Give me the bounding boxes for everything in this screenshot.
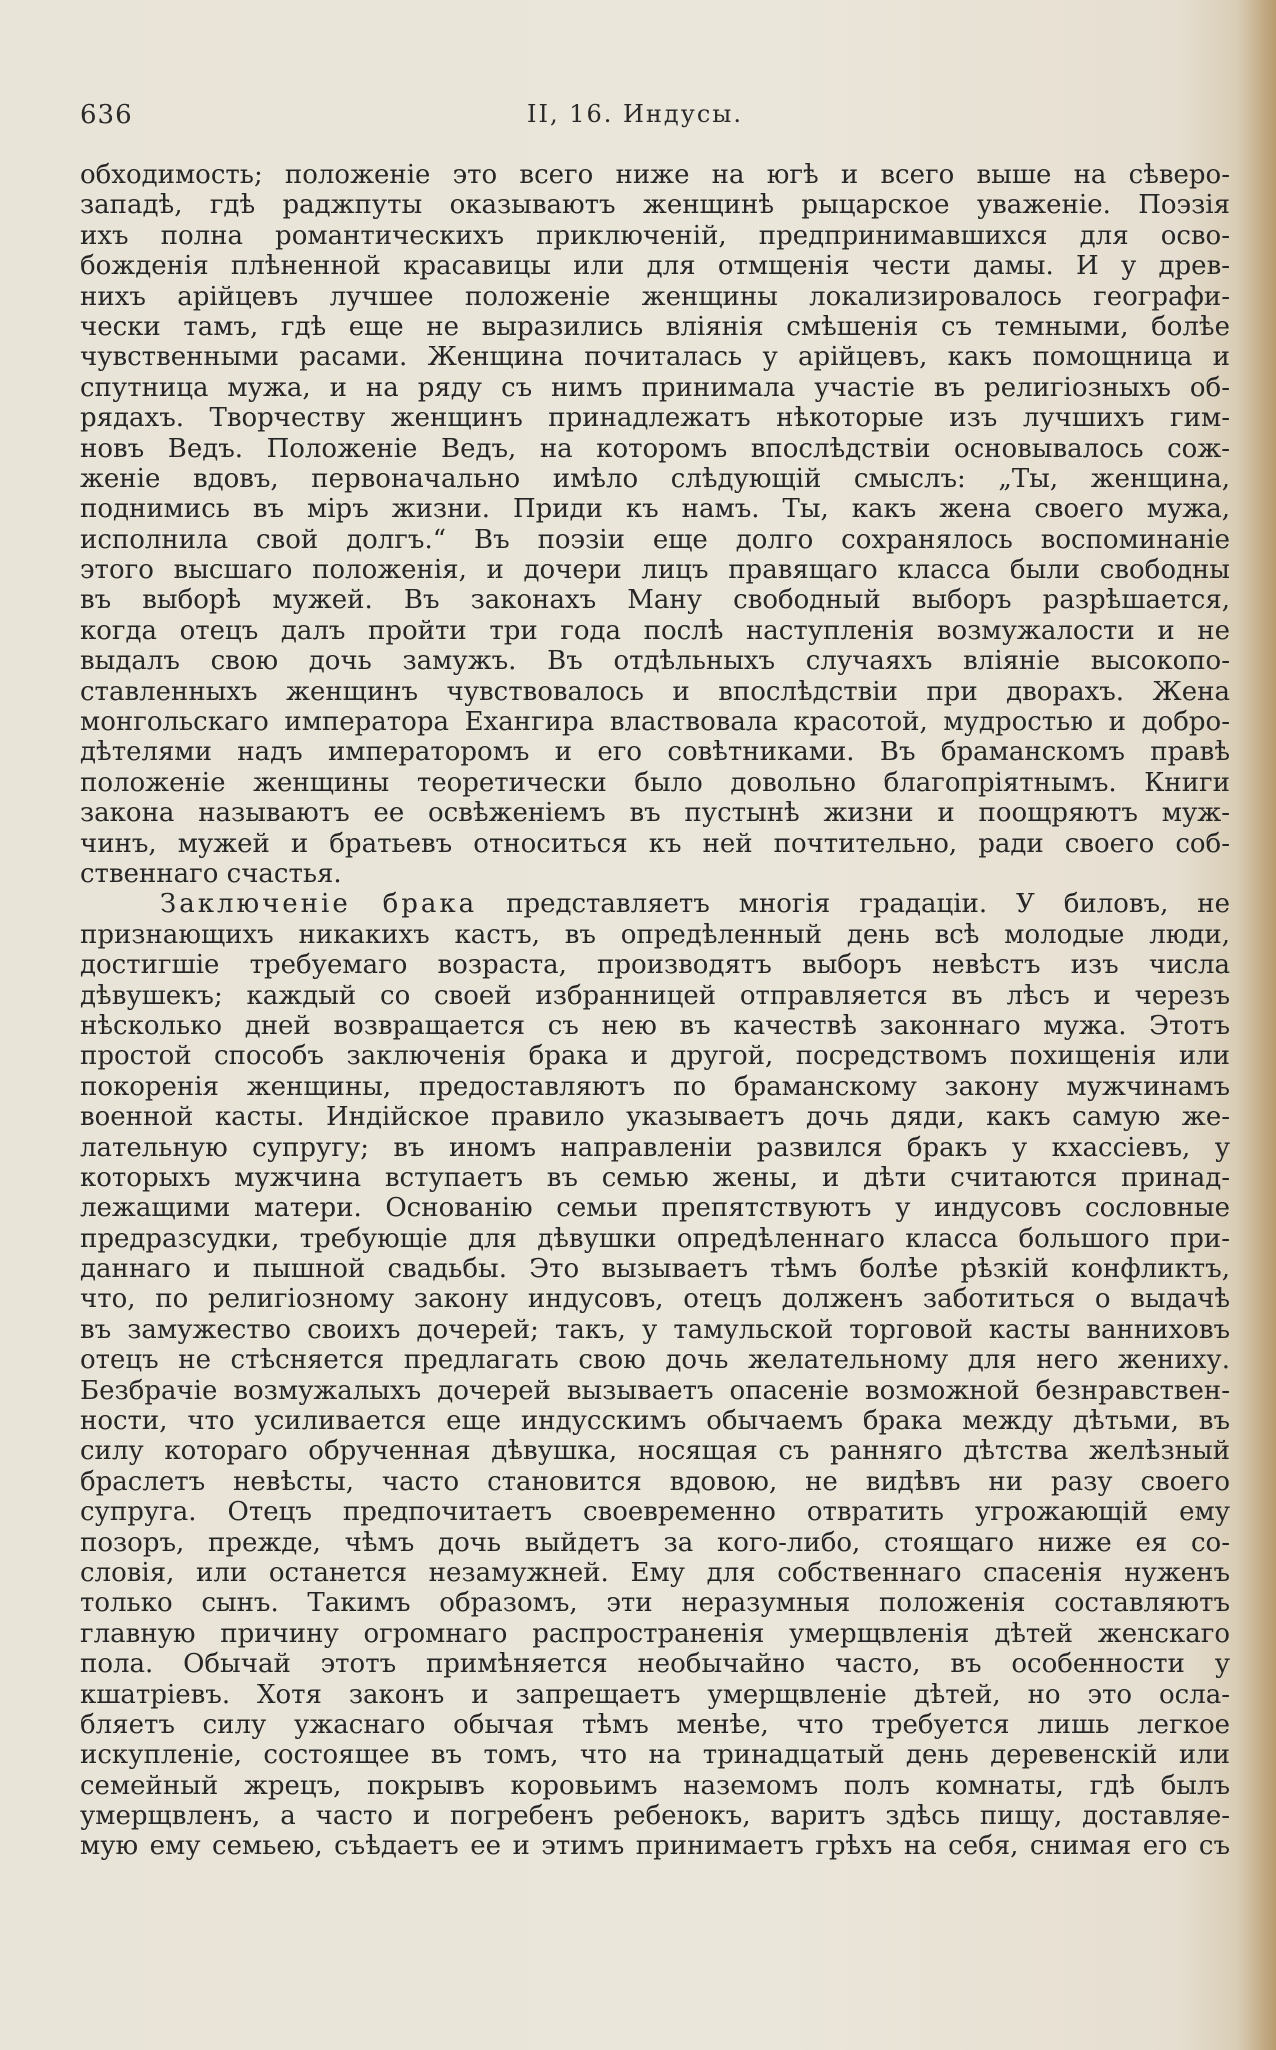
text-line: этого высшаго положенiя, и дочери лицъ правящаго класса были свободны [80,555,1230,586]
text-line: выдалъ свою дочь замужъ. Въ отдѣльныхъ случаяхъ влiянiе высокопо- [80,646,1230,677]
text-line: положенiе женщины теоретически было довольно благопрiятнымъ. Книги [80,767,1230,798]
spaced-lead-phrase: Заключенiе брака [160,889,478,920]
text-line: въ замужество своихъ дочерей; такъ, у тамульской торговой касты ванниховъ [80,1314,1230,1345]
text-line: браслетъ невѣсты, часто становится вдовою, не видѣвъ ни разу своего [80,1466,1230,1497]
text-line: покоренiя женщины, предоставляютъ по браманскому закону мужчинамъ [80,1071,1230,1102]
text-line: позоръ, прежде, чѣмъ дочь выйдетъ за кого-либо, стоящаго ниже ея со- [80,1527,1230,1558]
text-line: главную причину огромнаго распространенiя умерщвленiя дѣтей женскаго [80,1618,1230,1649]
text-line: отецъ не стѣсняется предлагать свою дочь желательному для него жениху. [80,1345,1230,1376]
text-line: Безбрачiе возмужалыхъ дочерей вызываетъ опасенiе возможной безнравствен- [80,1375,1230,1406]
text-line: супруга. Отецъ предпочитаетъ своевременно отвратить угрожающiй ему [80,1497,1230,1528]
text-line: что, по религiозному закону индусовъ, отецъ долженъ заботиться о выдачѣ [80,1284,1230,1315]
text-line: ихъ полна романтическихъ приключенiй, предпринимавшихся для осво- [80,220,1230,251]
text-line: закона называютъ ее освѣженiемъ въ пустынѣ жизни и поощряютъ муж- [80,798,1230,829]
text-line: поднимись въ мiръ жизни. Приди къ намъ. Ты, какъ жена своего мужа, [80,494,1230,525]
page-number: 636 [80,100,133,130]
text-line: женiе вдовъ, первоначально имѣло слѣдующiй смыслъ: „Ты, женщина, [80,463,1230,494]
text-line: даннаго и пышной свадьбы. Это вызываетъ тѣмъ болѣе рѣзкiй конфликтъ, [80,1254,1230,1285]
text-line: дѣвушекъ; каждый со своей избранницей отправляется въ лѣсъ и черезъ [80,980,1230,1011]
text-line: когда отецъ далъ пройти три года послѣ наступленiя возмужалости и не [80,615,1230,646]
text-line: нѣсколько дней возвращается съ нею въ качествѣ законнаго мужа. Этотъ [80,1010,1230,1041]
text-line: только сынъ. Такимъ образомъ, эти неразумныя положенiя составляютъ [80,1588,1230,1619]
text-line: ности, что усиливается еще индусскимъ обычаемъ брака между дѣтьми, въ [80,1406,1230,1437]
paragraph-2 [80,889,1230,1862]
text-line: въ выборѣ мужей. Въ законахъ Ману свободный выборъ разрѣшается, [80,585,1230,616]
text-line: чинъ, мужей и братьевъ относиться къ ней почтительно, ради своего соб- [80,828,1230,859]
text-line: словiя, или останется незамужней. Ему для собственнаго спасенiя нуженъ [80,1557,1230,1588]
text-line: умерщвленъ, а часто и погребенъ ребенокъ, варитъ здѣсь пищу, доставляе- [80,1801,1230,1832]
text-line: западѣ, гдѣ раджпуты оказываютъ женщинѣ рыцарское уваженiе. Поэзiя [80,190,1230,221]
text-line: силу котораго обрученная дѣвушка, носящая съ ранняго дѣтства желѣзный [80,1436,1230,1467]
body-text [80,160,1230,1862]
text-line: обходимость; положенiе это всего ниже на югѣ и всего выше на сѣверо- [80,160,1230,190]
text-line: ственнаго счастья. [80,858,342,889]
text-line: божденiя плѣненной красавицы или для отмщенiя чести дамы. И у древ- [80,251,1230,282]
text-line: мую ему семьею, съѣдаетъ ее и этимъ принимаетъ грѣхъ на себя, снимая его съ [80,1831,1230,1862]
text-line: пола. Обычай этотъ примѣняется необычайно часто, въ особенности у [80,1649,1230,1680]
text-line: новъ Ведъ. Положенiе Ведъ, на которомъ впослѣдствiи основывалось сож- [80,433,1230,464]
text-line: достигшiе требуемаго возраста, производятъ выборъ невѣстъ изъ числа [80,950,1230,981]
text-line: военной касты. Индiйское правило указываетъ дочь дяди, какъ самую же- [80,1102,1230,1133]
text-line: семейный жрецъ, покрывъ коровьимъ наземомъ полъ комнаты, гдѣ былъ [80,1770,1230,1801]
text-line: бляетъ силу ужаснаго обычая тѣмъ менѣе, что требуется лишь легкое [80,1709,1230,1740]
text-line: простой способъ заключенiя брака и другой, посредствомъ похищенiя или [80,1041,1230,1072]
paragraph-1 [80,160,1230,889]
text-line: исполнила свой долгъ.“ Въ поэзiи еще долго сохранялось воспоминанiе [80,524,1230,555]
page-header [80,100,1190,140]
text-line: чувственными расами. Женщина почиталась у арiйцевъ, какъ помощница и [80,342,1230,373]
text-line: монгольскаго императора Ехангира властвовала красотой, мудростью и добро- [80,707,1230,738]
text-line [80,889,1230,919]
text-line: которыхъ мужчина вступаетъ въ семью жены, и дѣти считаются принад- [80,1162,1230,1193]
text-line: дѣтелями надъ императоромъ и его совѣтниками. Въ браманскомъ правѣ [80,737,1230,768]
text-line: спутница мужа, и на ряду съ нимъ принимала участiе въ религiозныхъ об- [80,372,1230,403]
text-line: лательную супругу; въ иномъ направленiи развился бракъ у кхассiевъ, у [80,1132,1230,1163]
text-line: нихъ арiйцевъ лучшее положенiе женщины локализировалось географи- [80,281,1230,312]
running-head: II, 16. Индусы. [526,100,743,128]
text-line: ставленныхъ женщинъ чувствовалось и впослѣдствiи при дворахъ. Жена [80,676,1230,707]
text-line: признающихъ никакихъ кастъ, въ опредѣленный день всѣ молодые люди, [80,919,1230,950]
text-line: предразсудки, требующiе для дѣвушки опредѣленнаго класса большого при- [80,1223,1230,1254]
text-line: кшатрiевъ. Хотя законъ и запрещаетъ умерщвленiе дѣтей, но это осла- [80,1679,1230,1710]
text-line: чески тамъ, гдѣ еще не выразились влiянiя смѣшенiя съ темными, болѣе [80,311,1230,342]
text-line: лежащими матери. Основанiю семьи препятствуютъ у индусовъ сословные [80,1193,1230,1224]
text-line-rest: представляетъ многiя градацiи. У биловъ, не [477,889,1230,920]
text-line: рядахъ. Творчеству женщинъ принадлежатъ нѣкоторые изъ лучшихъ гим- [80,403,1230,434]
text-line: искупленiе, состоящее въ томъ, что на тринадцатый день деревенскiй или [80,1740,1230,1771]
